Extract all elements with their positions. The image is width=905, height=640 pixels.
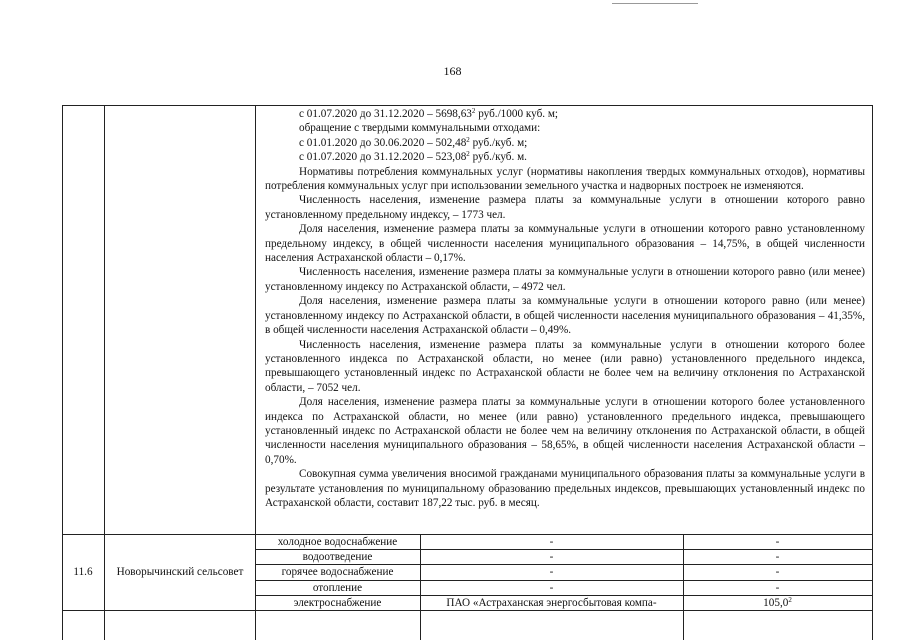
- row-number: 11.6: [73, 566, 93, 578]
- service-provider: -: [549, 551, 554, 563]
- paragraph-share-below-index: Доля населения, изменение размера платы за коммунальные услуги в отношении которого равно (или менее) установленному индексу по Астраханской области, в общей численности населения муниципального образования – 41,35%, в общей численности населения Астраханской области – 0,49%.: [265, 295, 865, 337]
- paragraph-total-increase: Совокупная сумма увеличения вносимой гражданами муниципального образования платы за коммунальные услуги в результате установления по муниципальному образованию предельных индексов, превышающих установленный индекс по Астраханской области, составит 187,22 тыс. руб. в месяц.: [265, 468, 865, 509]
- service-provider: -: [549, 566, 554, 578]
- paragraph-population-above-index: Численность населения, изменение размера платы за коммунальные услуги в отношении которого более установленного индекса по Астраханской области, но менее (или равно) установленного предельного индекса, превышающего установленный индекс по Астраханской области не более чем на величину отклонения по Астраханской области, – 7052 чел.: [265, 338, 865, 394]
- paragraph-norms: Нормативы потребления коммунальных услуг (нормативы накопления твердых коммунальных отходов), нормативы потребления коммунальных услуг при использовании земельного участка и надворных построек не изменяются.: [265, 165, 865, 193]
- intro-line: обращение с твердыми коммунальными отходами:: [299, 122, 541, 135]
- service-row-line-2: [255, 564, 873, 565]
- page-number: 168: [443, 64, 462, 78]
- table-top-border: [62, 105, 873, 106]
- service-value: -: [775, 551, 780, 563]
- service-name: горячее водоснабжение: [281, 566, 394, 578]
- service-value: -: [775, 536, 780, 548]
- service-row-line-5: [62, 610, 873, 611]
- table-border-left: [62, 105, 63, 640]
- service-name: холодное водоснабжение: [277, 536, 398, 548]
- service-row-line-3: [255, 580, 873, 581]
- service-value: -: [775, 566, 780, 578]
- table-border-right: [872, 105, 873, 640]
- service-provider: -: [549, 582, 554, 594]
- paragraph-population-below-index: Численность населения, изменение размера платы за коммунальные услуги в отношении которого равно (или менее) установленному индексу по Астраханской области, – 4972 чел.: [265, 266, 865, 293]
- tariff-description: [265, 107, 865, 510]
- service-name: водоотведение: [302, 551, 373, 563]
- header-rule: [612, 3, 698, 4]
- service-provider: ПАО «Астраханская энергосбытовая компа-: [446, 597, 657, 609]
- service-value: -: [775, 582, 780, 594]
- intro-line: с 01.01.2020 до 30.06.2020 – 502,48$^2$ руб./куб. м;: [299, 135, 528, 149]
- service-value: 105,0$^2$: [763, 596, 792, 609]
- service-name: электроснабжение: [293, 597, 382, 609]
- settlement-name: Новорычинский сельсовет: [116, 566, 244, 578]
- table-divider-1: [104, 105, 105, 640]
- service-provider: -: [549, 536, 554, 548]
- service-name: отопление: [312, 582, 363, 594]
- intro-line: с 01.07.2020 до 31.12.2020 – 5698,63$^2$ руб./1000 куб. м;: [299, 107, 559, 120]
- paragraph-share-equal-limit: Доля населения, изменение размера платы за коммунальные услуги в отношении которого равно установленному предельному индексу, в общей численности населения муниципального образования – 14,75%, в общей численности населения Астраханской области – 0,17%.: [265, 223, 865, 265]
- service-row-line-1: [255, 549, 873, 550]
- intro-line: с 01.07.2020 до 31.12.2020 – 523,08$^2$ руб./куб. м.: [299, 150, 527, 164]
- paragraph-population-equal-limit: Численность населения, изменение размера платы за коммунальные услуги в отношении которого равно установленному предельному индексу, – 1773 чел.: [265, 194, 865, 221]
- service-row-line-4: [255, 595, 873, 596]
- table-row-separator: [62, 534, 873, 535]
- paragraph-share-above-index: Доля населения, изменение размера платы за коммунальные услуги в отношении которого более установленного индекса по Астраханской области, но менее (или равно) установленного предельного индекса, превышающего установленный индекс по Астраханской области не более чем на величину отклонения по Астраханской области, в общей численности населения муниципального образования – 58,65%, в общей численности населения Астраханской области – 0,70%.: [265, 396, 865, 466]
